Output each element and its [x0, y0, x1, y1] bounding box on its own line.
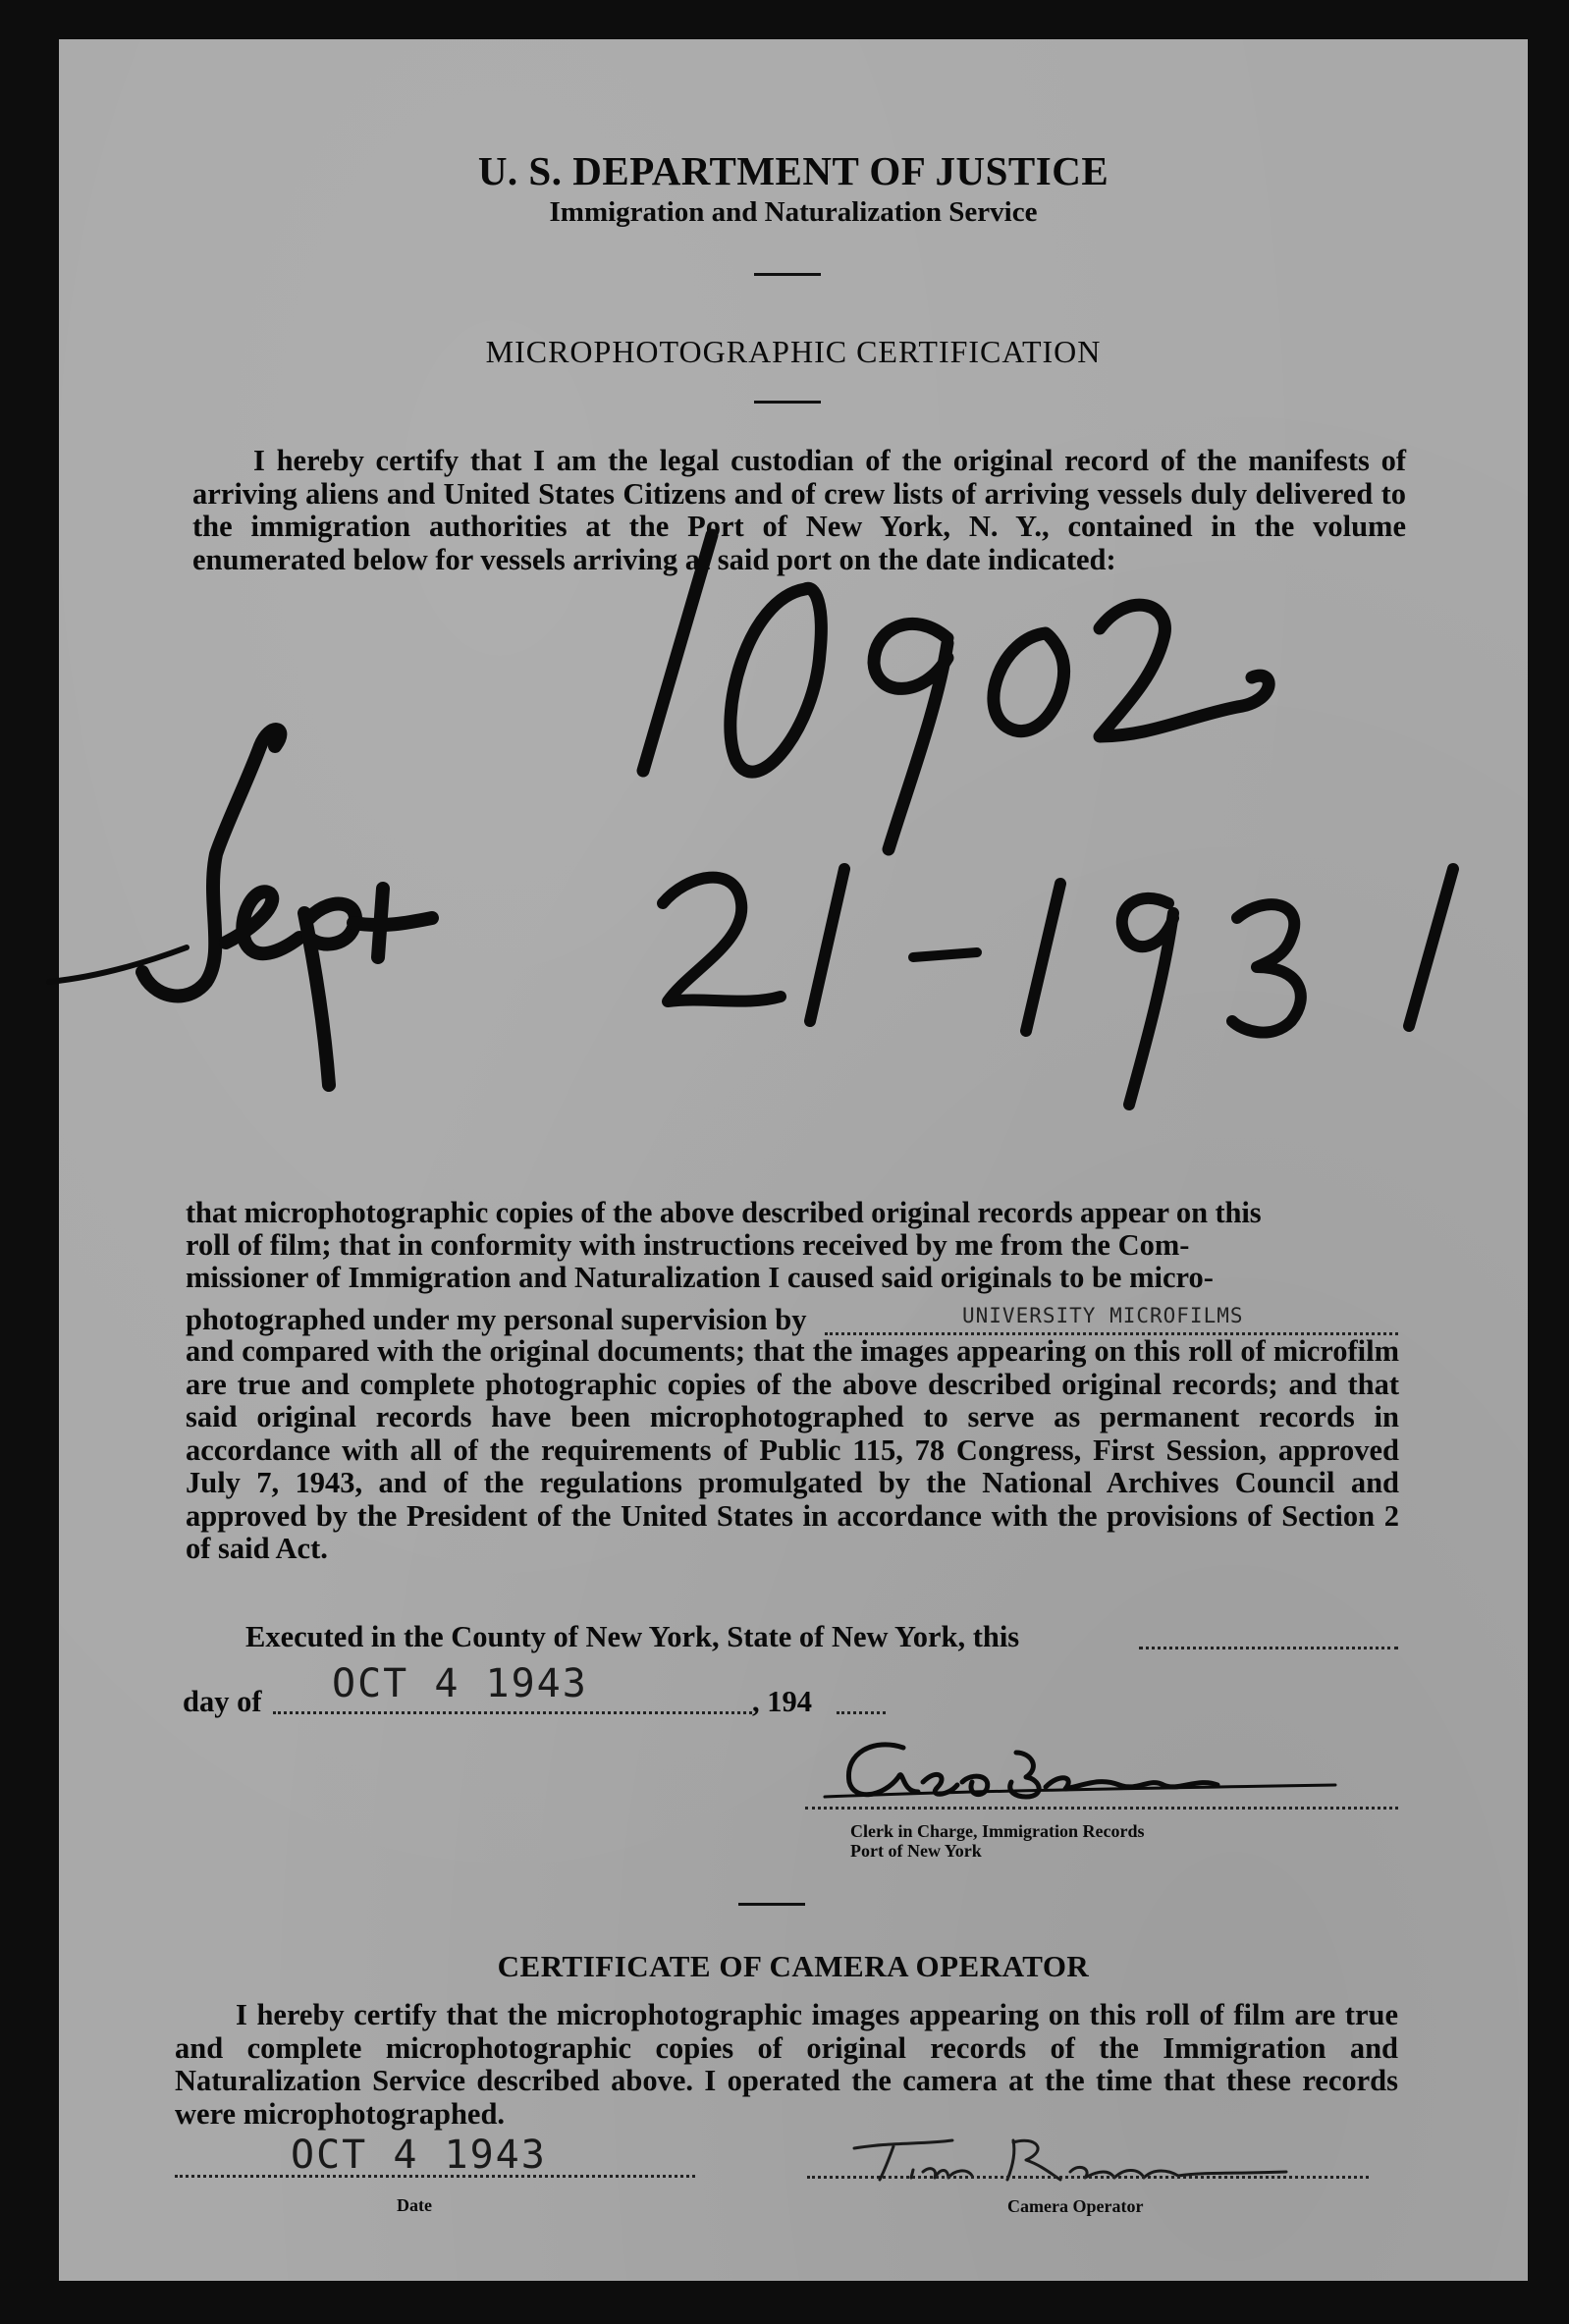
- day-of-label: day of: [183, 1685, 262, 1718]
- certificate-paper: [59, 39, 1528, 2281]
- camera-stamped-date: OCT 4 1943: [291, 2133, 547, 2178]
- service-subtitle: Immigration and Naturalization Service: [549, 196, 1038, 228]
- section-title: MICROPHOTOGRAPHIC CERTIFICATION: [485, 334, 1102, 369]
- year-prefix: , 194: [752, 1685, 812, 1718]
- executed-text: Executed in the County of New York, State of New York, this: [245, 1620, 1020, 1653]
- body-line-2: roll of film; that in conformity with instructions received by me from the Com-: [186, 1228, 1190, 1262]
- camera-operator-signature: [59, 39, 1528, 2281]
- camera-operator-title: CERTIFICATE OF CAMERA OPERATOR: [497, 1949, 1090, 1983]
- body-line-4-prefix: photographed under my personal supervision by: [186, 1303, 807, 1336]
- camera-operator-paragraph: I hereby certify that the microphotographic images appearing on this roll of film are true and complete microphotographic copies of original records of the Immigration and Naturalization Service described above. I operated the camera at the time that these records were microphotographed.: [175, 1998, 1398, 2131]
- body-line-3: missioner of Immigration and Naturalization I caused said originals to be micro-: [186, 1261, 1214, 1294]
- intro-paragraph: I hereby certify that I am the legal custodian of the original record of the manifests of arriving aliens and United States Citizens and of crew lists of arriving vessels duly delivered to the immigration authorities at the Port of New York, N. Y., contained in the volume enumerated below for vessels arriving at said port on the date indicated:: [192, 444, 1406, 576]
- body-line-1: that microphotographic copies of the above described original records appear on this: [186, 1196, 1262, 1229]
- microfilm-company-typed: UNIVERSITY MICROFILMS: [962, 1304, 1244, 1327]
- date-label: Date: [397, 2195, 432, 2215]
- operator-dotted-line: [807, 2176, 1369, 2179]
- clerk-title-line-2: Port of New York: [850, 1841, 982, 1861]
- department-title: U. S. DEPARTMENT OF JUSTICE: [477, 148, 1109, 193]
- clerk-title-line-1: Clerk in Charge, Immigration Records: [850, 1821, 1145, 1841]
- executed-stamped-date: OCT 4 1943: [332, 1661, 588, 1706]
- camera-operator-label: Camera Operator: [1007, 2196, 1144, 2216]
- body-paragraph-rest: and compared with the original documents; that the images appearing on this roll of microfilm are true and complete photographic copies of the above described original records; and that said original records have been microphotographed to serve as permanent records in accordance with all of the requirements of Public 115, 78 Congress, First Session, approved July 7, 1943, and of the regulations promulgated by the National Archives Council and approved by the President of the United States in accordance with the provisions of Section 2 of said Act.: [186, 1334, 1399, 1565]
